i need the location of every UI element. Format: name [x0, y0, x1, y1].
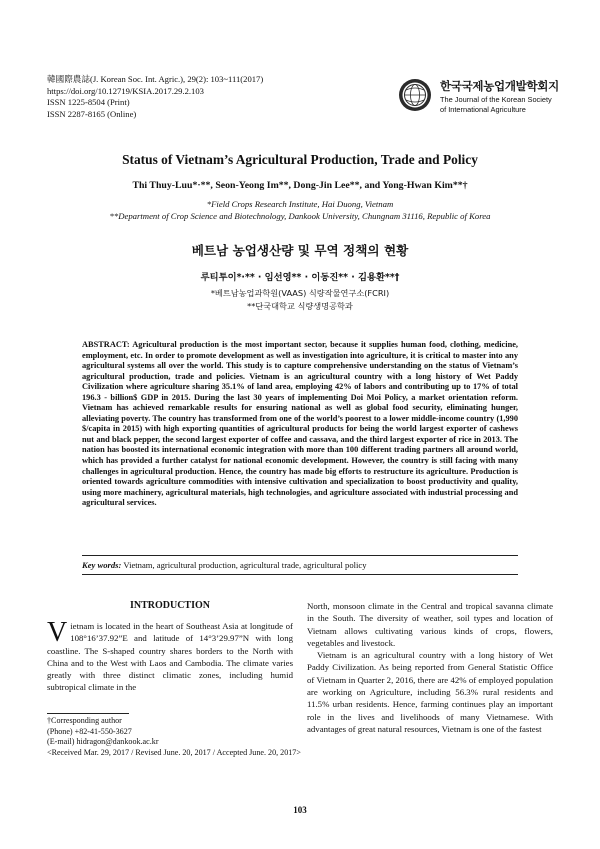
- society-logo-icon: [398, 78, 432, 112]
- footnote-divider: [47, 713, 129, 714]
- keywords-list: Vietnam, agricultural production, agricultural trade, agricultural policy: [123, 560, 367, 570]
- korean-affiliation-2: **단국대학교 식량생명공학과: [247, 301, 353, 311]
- paper-title: Status of Vietnam’s Agricultural Production, Trade and Policy: [122, 152, 478, 167]
- phone: (Phone) +82-41-550-3627: [47, 726, 132, 736]
- footnote: [47, 716, 301, 758]
- journal-citation: 韓國際農誌(J. Korean Soc. Int. Agric.), 29(2): 103~111(2017): [47, 74, 264, 84]
- society-name-english-1: The Journal of the Korean Society: [440, 95, 552, 104]
- korean-title: 베트남 농업생산량 및 무역 정책의 현황: [191, 243, 409, 258]
- author-list: Thi Thuy-Luu*·**, Seon-Yeong Im**, Dong-Jin Lee**, and Yong-Hwan Kim**†: [132, 180, 468, 191]
- corresponding-author: †Corresponding author: [47, 716, 122, 725]
- keywords: [82, 560, 518, 570]
- divider: [82, 555, 518, 556]
- issn-online: ISSN 2287-8165 (Online): [47, 108, 137, 119]
- issn-print: ISSN 1225-8504 (Print): [47, 97, 130, 108]
- journal-header: [47, 74, 263, 120]
- korean-affiliation-1: *베트남농업과학원(VAAS) 식량작물연구소(FCRI): [210, 288, 390, 298]
- abstract: ABSTRACT: Agricultural production is the most important sector, because it supplies human food, clothing, medicine, employment, etc. In order to promote development as well as investigation into agriculture, it is critical to master into any agricultural systems all over the world. This study is to capture comprehensive understanding on the status of Vietnam’s agricultural production, trade and policies. Vietnam is an agricultural country with a long history of Wet Paddy Civilization where agriculture sharing 35.1% of land area, employing 42% of labors and contributing up to 17% of total 196.3 - billion$ GDP in 2015. During the last 30 years of implementing Doi Moi Policy, a market orientation reform. Vietnam has achieved remarkable results for ensuring national as well as global food security, eliminating hunger, alleviating poverty. The country has transformed from one of the world’s poorest to a lower middle-income country (1,990 $/capita in 2015) with high exporting quantities of agricultural products for being the world largest exporter of cashews nut and black pepper, the second largest exporter of coffee and cassava, and the third largest exporter of rice in 2013. The nation has boosted its international economic integration with more than 100 different trading partners all around world, which has provided a further catalyst for national economic development. However, the country is still facing with many challenges in agricultural production. Hence, the country has made big efforts to restructure its agriculture. Production is oriented towards agriculture commodities with intensive cultivation and specialization to boost productivity and quality, using more machinery, agricultural materials, high technologies, and agriculture associated with industrial processing and agricultural services.: [82, 340, 518, 508]
- intro-column-right: [307, 600, 553, 735]
- affiliation-2: **Department of Crop Science and Biotechnology, Dankook University, Chungnam 31116, Republic of Korea: [109, 211, 491, 221]
- divider: [82, 574, 518, 575]
- drop-cap: V: [47, 617, 68, 648]
- intro-paragraph-left: [47, 617, 293, 694]
- doi-link[interactable]: https://doi.org/10.12719/KSIA.2017.29.2.103: [47, 85, 204, 96]
- section-heading: INTRODUCTION: [129, 600, 210, 611]
- korean-author-list: 루티투이*·** · 임선영** · 이동진** · 김용환**†: [200, 272, 400, 283]
- affiliation-1: *Field Crops Research Institute, Hai Duong, Vietnam: [206, 199, 394, 209]
- keywords-label: Key words:: [82, 560, 122, 570]
- received-dates: <Received Mar. 29, 2017 / Revised June. 20, 2017 / Accepted June. 20, 2017>: [47, 747, 301, 757]
- intro-paragraph-right-1: North, monsoon climate in the Central and tropical savanna climate in the South. The diversity of weather, soil types and location of Vietnam allows cultivating various kinds of crops, flowers, vegetables and livestock.: [307, 601, 553, 648]
- intro-paragraph-right-2: Vietnam is an agricultural country with a long history of Wet Paddy Civilization. As being reported from General Statistic Office of Vietnam in Quarter 2, 2016, there are 42% of employed population are working on Agriculture, including 56.3% rural residents and 11.5% urban residents. Hence, farming continues play an important role in the lives and livelihoods of many Vietnamese. With advantages of great natural resources, Vietnam is one of the fastest: [307, 650, 553, 734]
- society-name-korean: 한국국제농업개발학회지: [440, 79, 559, 93]
- email[interactable]: (E-mail) hidragon@dankook.ac.kr: [47, 737, 159, 746]
- society-name-english-2: of International Agriculture: [440, 105, 526, 115]
- page-number: 103: [293, 805, 307, 815]
- society-name: [440, 78, 559, 115]
- intro-text-left: ietnam is located in the heart of Southeast Asia at longitude of 108°16’37.92”E and latitude of 14°3’29.97”N with long coastline. The S-shaped country shares borders to the North with China and to the West with Laos and Cambodia. The climate varies greatly with three distinct climatic zones, including humid subtropical climate in the: [47, 621, 293, 693]
